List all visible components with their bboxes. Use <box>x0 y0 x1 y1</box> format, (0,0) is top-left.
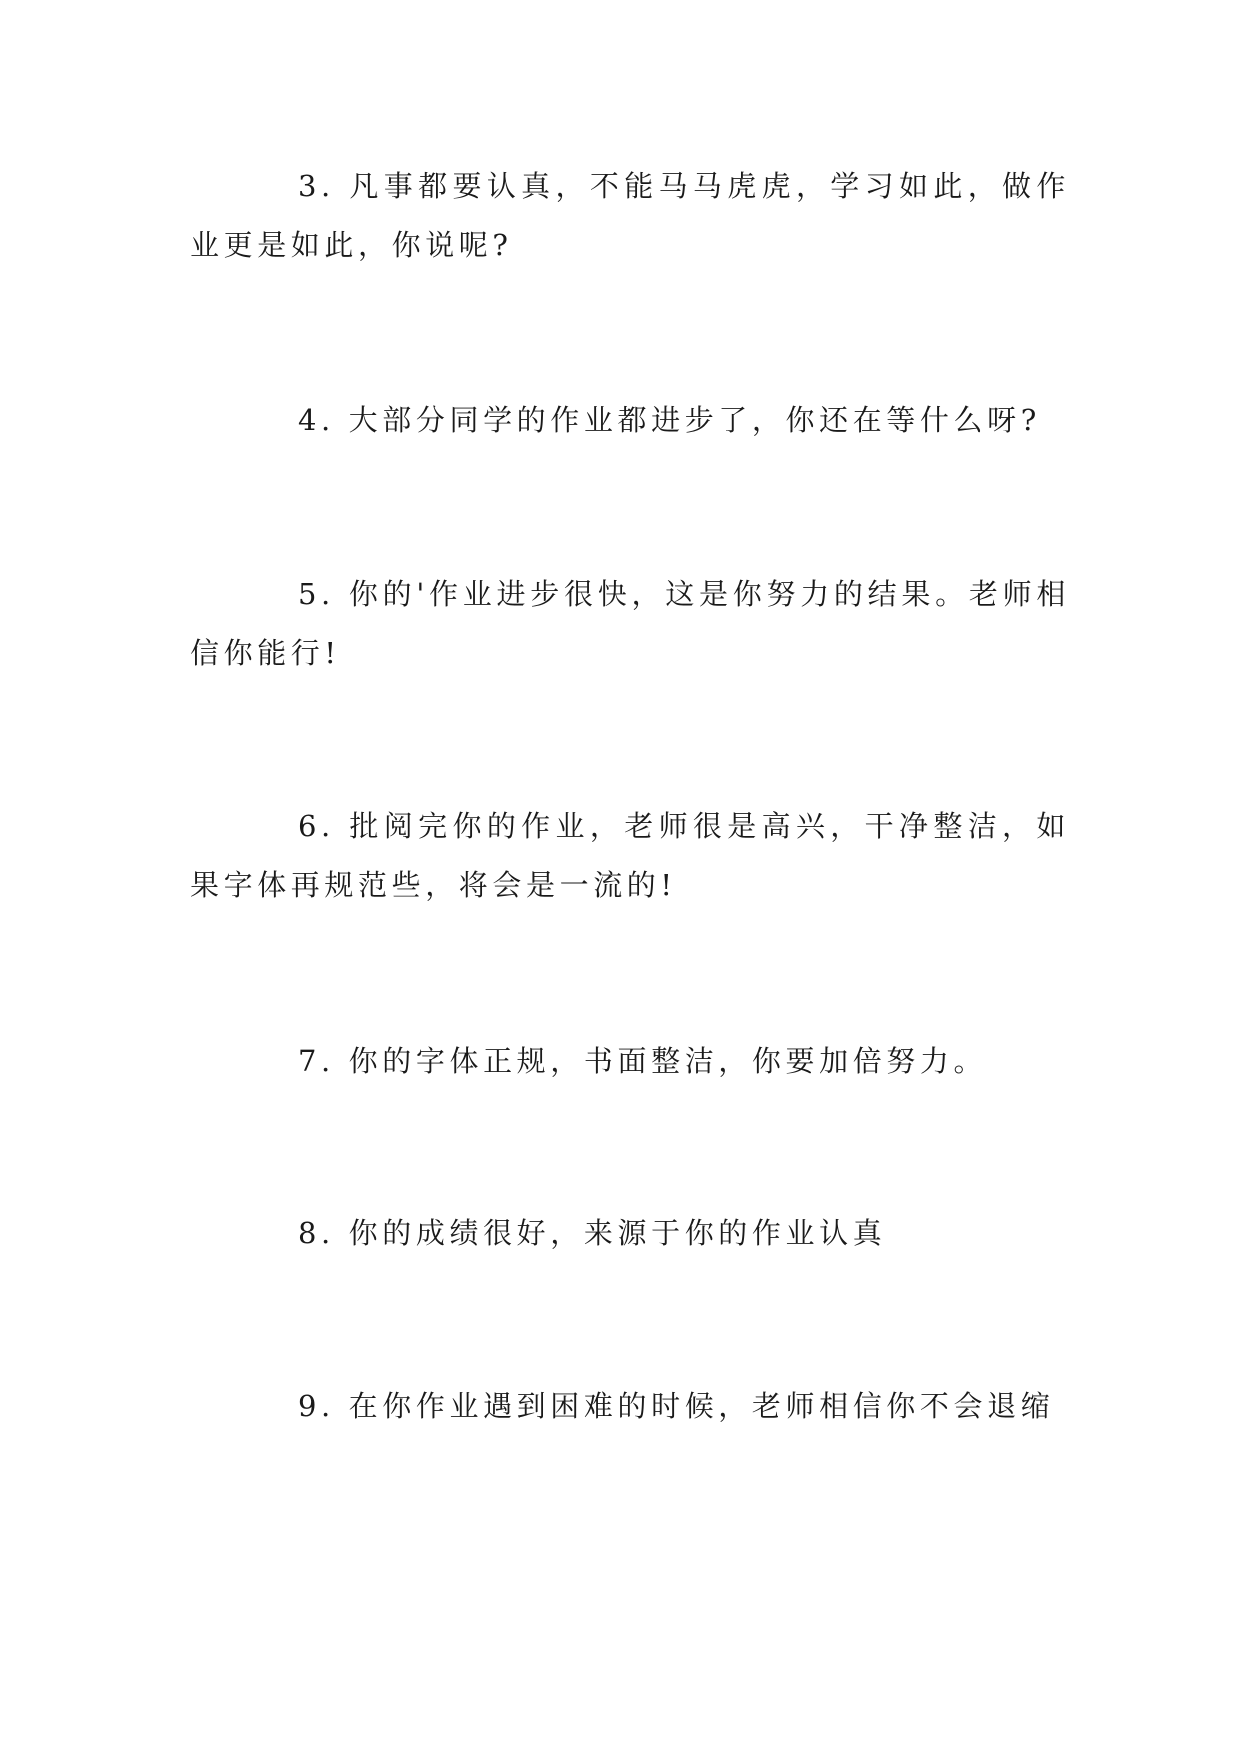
paragraph-6: 6. 批阅完你的作业，老师很是高兴，干净整洁，如果字体再规范些，将会是一流的! <box>190 809 1070 902</box>
paragraph-4: 4. 大部分同学的作业都进步了，你还在等什么呀? <box>298 403 1041 437</box>
paragraph-5: 5. 你的'作业进步很快，这是你努力的结果。老师相信你能行! <box>190 577 1070 670</box>
paragraph-9: 9. 在你作业遇到困难的时候，老师相信你不会退缩 <box>298 1389 1055 1423</box>
paragraph-8: 8. 你的成绩很好，来源于你的作业认真 <box>298 1216 887 1250</box>
paragraph-7: 7. 你的字体正规，书面整洁，你要加倍努力。 <box>298 1044 988 1078</box>
paragraph-3: 3. 凡事都要认真，不能马马虎虎，学习如此，做作业更是如此，你说呢? <box>190 169 1070 262</box>
